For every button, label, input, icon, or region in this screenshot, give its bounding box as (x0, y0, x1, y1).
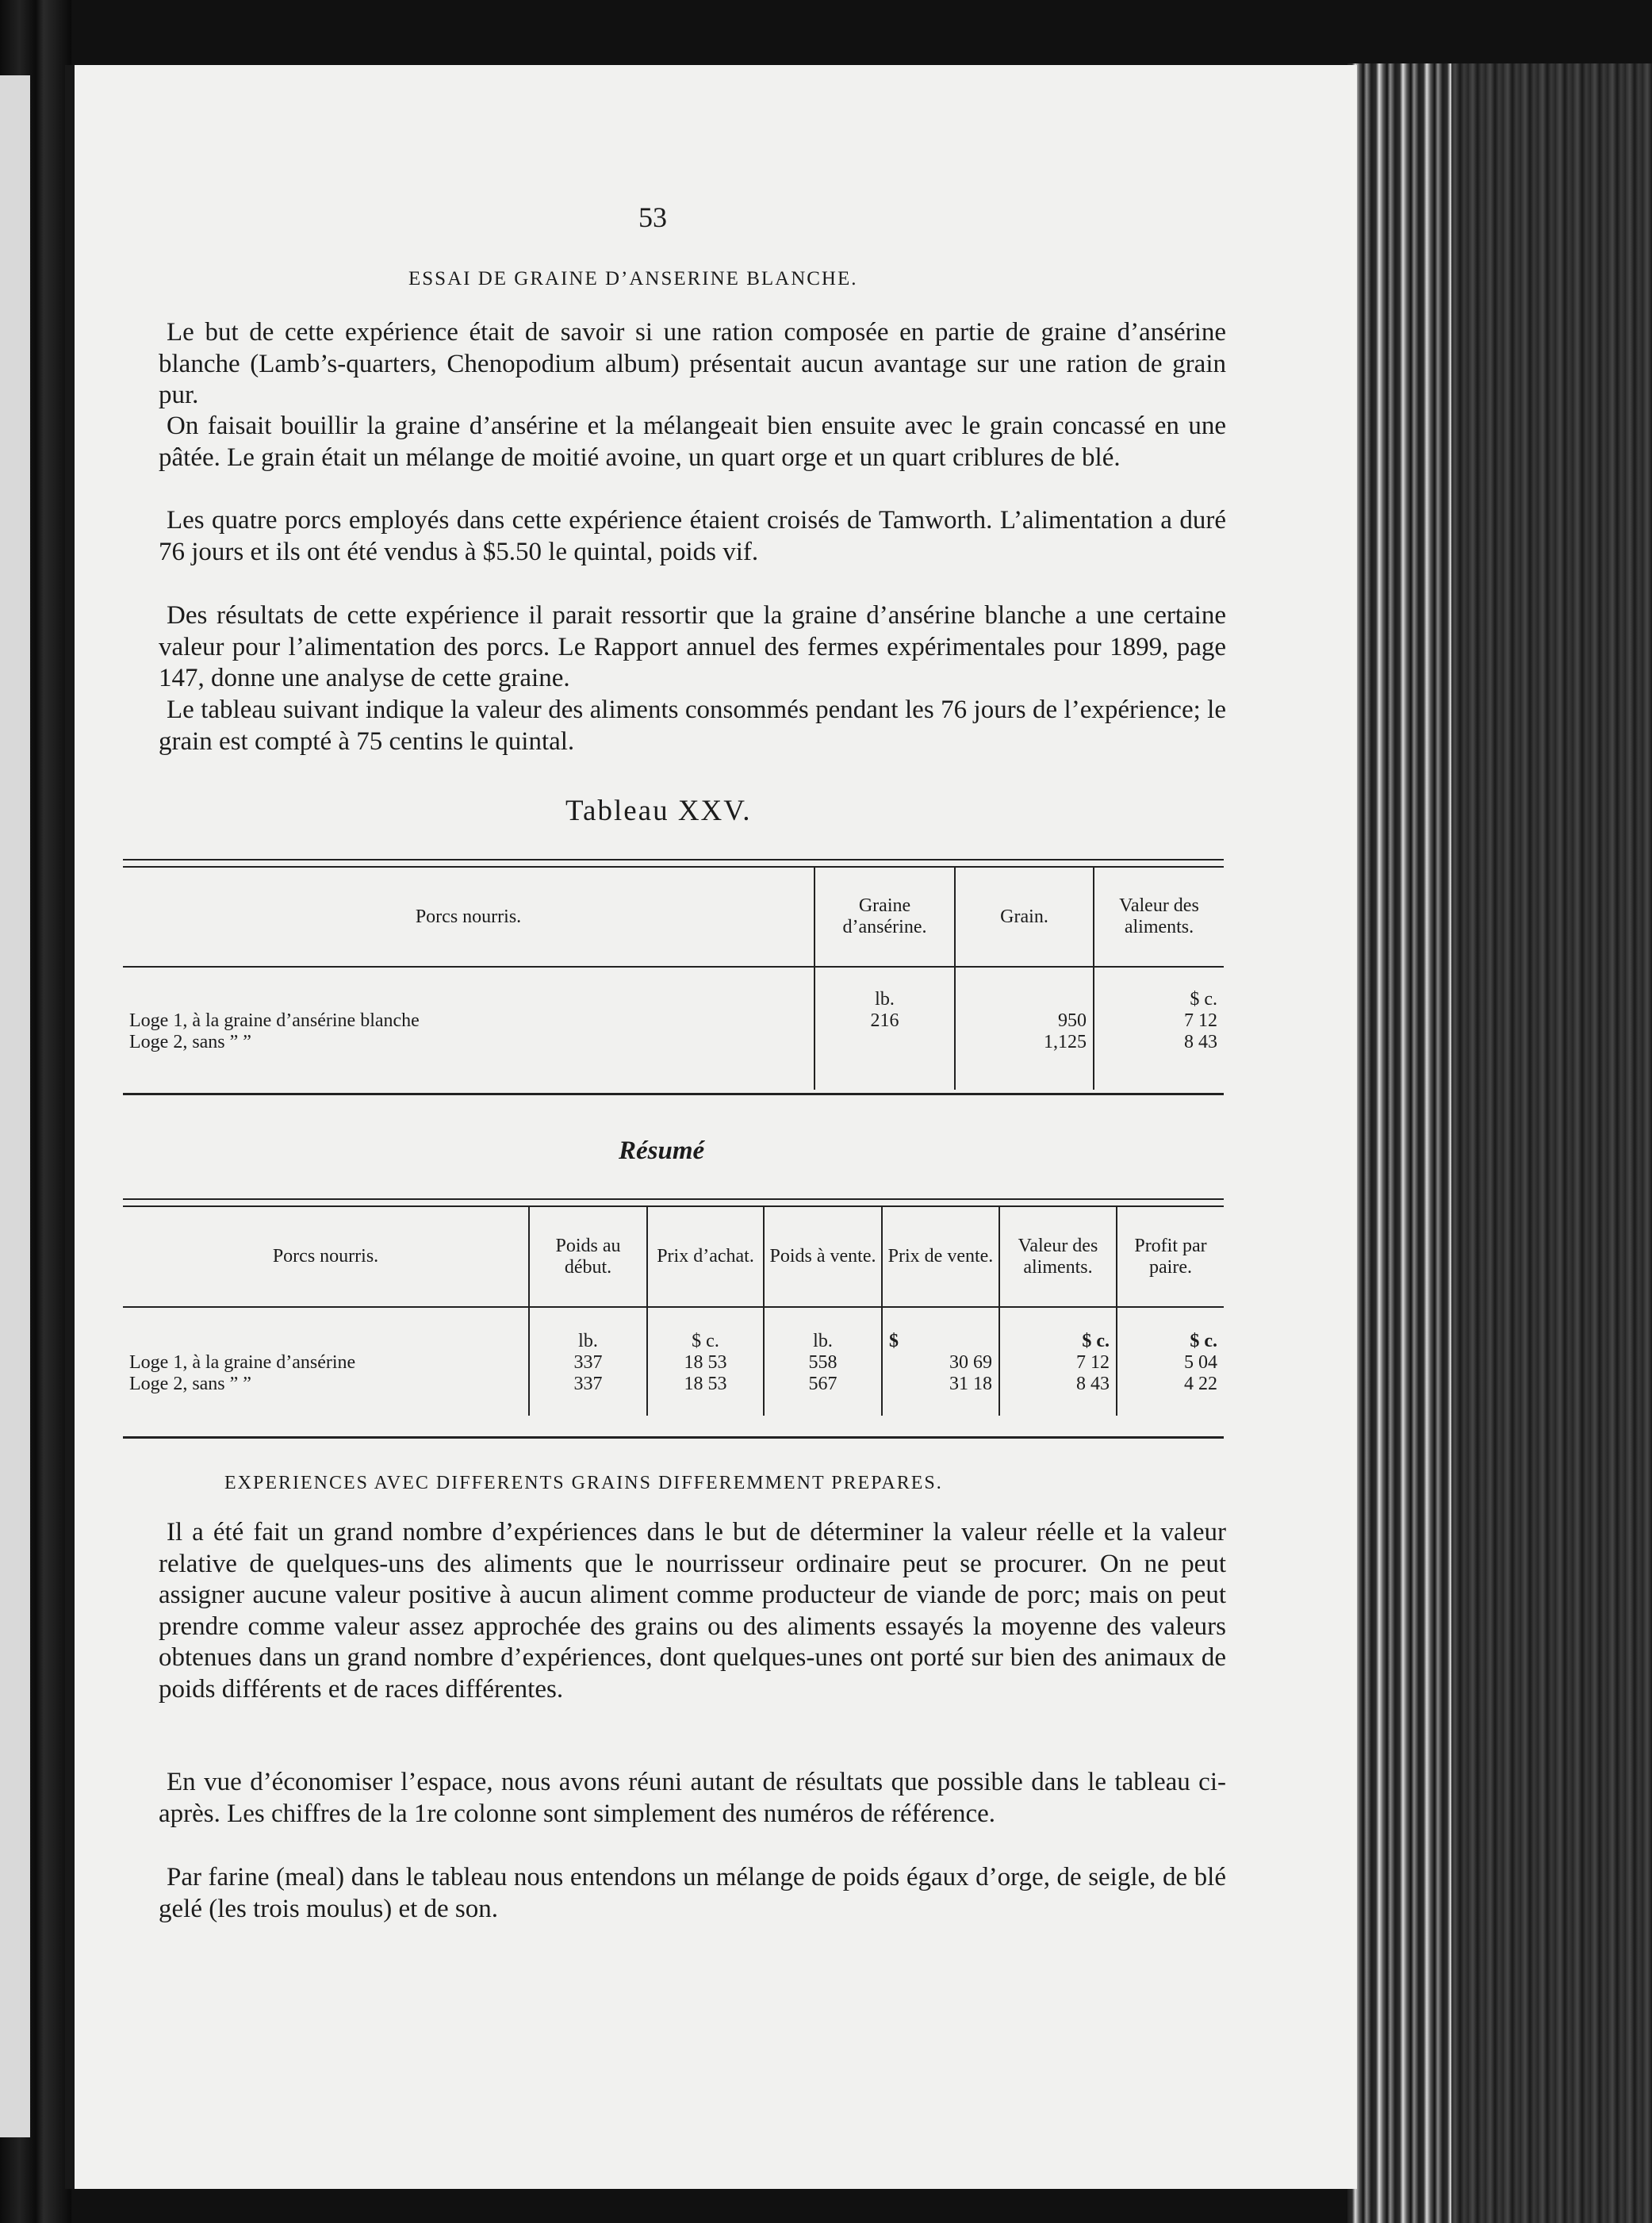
row-label: Loge 1, à la graine d’ansérine (129, 1352, 356, 1373)
col-header: Valeur des aliments. (1094, 868, 1224, 966)
unit-cell: $ c. (647, 1306, 764, 1352)
paragraph-6: Il a été fait un grand nombre d’expériences dans le but de déterminer la valeur réelle et la valeur relative de quelques-uns des aliments que le nourrisseur ordinaire peut se procurer. On ne peut assigner aucune valeur positive à aucun aliment comme producteur de viande de porc; mais on peut prendre comme valeur assez approchée des grains ou des aliments essayés la moyenne des valeurs obtenues dans un grand nombre d’expériences, dont quelques-unes ont porté sur bien des animaux de poids différents et de races différentes. (159, 1518, 1226, 1704)
cell: 31 18 (882, 1374, 999, 1395)
row-label: Loge 2, sans ” ” (129, 1374, 251, 1394)
cell: 950 (955, 1010, 1094, 1032)
cell: 337 (529, 1374, 647, 1395)
cell (815, 1032, 955, 1053)
resume-bottom-rule (123, 1436, 1224, 1439)
facing-page-edge (0, 75, 30, 2137)
table-units-row (123, 966, 1224, 1010)
table-top-rule (123, 859, 1224, 860)
page-number: 53 (638, 201, 667, 233)
cell: 18 53 (647, 1352, 764, 1374)
paragraph-8: Par farine (meal) dans le tableau nous entendons un mélange de poids égaux d’orge, de seigle, de blé gelé (les trois moulus) et de son. (159, 1863, 1226, 1923)
unit-cell: lb. (815, 966, 955, 1010)
section-heading: ESSAI DE GRAINE D’ANSERINE BLANCHE. (408, 268, 858, 289)
col-header: Poids à vente. (764, 1207, 882, 1306)
table-xxv (123, 868, 1224, 1090)
cell: 7 12 (999, 1352, 1117, 1374)
unit-cell: lb. (764, 1306, 882, 1352)
unit-cell: $ c. (1094, 966, 1224, 1010)
unit-cell: lb. (529, 1306, 647, 1352)
paragraph-7: En vue d’économiser l’espace, nous avons réuni autant de résultats que possible dans le tableau ci-après. Les chiffres de la 1re colonne sont simplement des numéros de référence. (159, 1768, 1226, 1828)
cell: 4 22 (1117, 1374, 1224, 1395)
cell: 567 (764, 1374, 882, 1395)
paragraph-4: Des résultats de cette expérience il parait ressortir que la graine d’ansérine blanche a une certaine valeur pour l’alimentation des porcs. Le Rapport annuel des fermes expérimentales pour 1899, page 147, donne une analyse de cette graine. (159, 601, 1226, 693)
cell: 558 (764, 1352, 882, 1374)
col-header: Porcs nourris. (415, 906, 522, 927)
col-header: Grain. (955, 868, 1094, 966)
row-label: Loge 2, sans ” ” (129, 1032, 251, 1052)
cell: 5 04 (1117, 1352, 1224, 1374)
table-row (123, 1352, 1224, 1374)
book-cover-edge (1451, 63, 1652, 2223)
col-header: Prix d’achat. (647, 1207, 764, 1306)
paragraph-5: Le tableau suivant indique la valeur des aliments consommés pendant les 76 jours de l’expérience; le grain est compté à 75 centins le quintal. (159, 696, 1226, 756)
table-title: Tableau XXV. (565, 795, 752, 827)
unit-cell: $ c. (999, 1306, 1117, 1352)
col-header: Porcs nourris. (272, 1246, 379, 1267)
resume-header-row (123, 1207, 1224, 1306)
cell: 216 (815, 1010, 955, 1032)
table-row (123, 1032, 1224, 1053)
paragraph-2: On faisait bouillir la graine d’ansérine et la mélangeait bien ensuite avec le grain concassé en une pâtée. Le grain était un mélange de moitié avoine, un quart orge et un quart criblures de blé. (159, 412, 1226, 472)
cell: 18 53 (647, 1374, 764, 1395)
resume-title: Résumé (619, 1136, 705, 1165)
col-header: Poids au début. (529, 1207, 647, 1306)
unit-cell: $ c. (1117, 1306, 1224, 1352)
table-bottom-rule (123, 1093, 1224, 1095)
resume-units-row (123, 1306, 1224, 1352)
col-header: Prix de vente. (882, 1207, 999, 1306)
paragraph-3: Les quatre porcs employés dans cette expérience étaient croisés de Tamworth. L’alimentation a duré 76 jours et ils ont été vendus à $5.50 le quintal, poids vif. (159, 506, 1226, 566)
row-label: Loge 1, à la graine d’ansérine blanche (129, 1010, 420, 1031)
cell: 337 (529, 1352, 647, 1374)
resume-table (123, 1207, 1224, 1416)
cell: 8 43 (1094, 1032, 1224, 1053)
unit-cell: $ (882, 1306, 999, 1352)
section-heading-2: EXPERIENCES AVEC DIFFERENTS GRAINS DIFFEREMMENT PREPARES. (224, 1473, 943, 1493)
resume-top-rule (123, 1198, 1224, 1200)
col-header: Profit par paire. (1117, 1207, 1224, 1306)
cell: 8 43 (999, 1374, 1117, 1395)
table-header-row (123, 868, 1224, 966)
cell: 1,125 (955, 1032, 1094, 1053)
cell: 30 69 (882, 1352, 999, 1374)
table-row (123, 1010, 1224, 1032)
col-header: Graine d’ansérine. (815, 868, 955, 966)
col-header: Valeur des aliments. (999, 1207, 1117, 1306)
cell: 7 12 (1094, 1010, 1224, 1032)
paragraph-1: Le but de cette expérience était de savoir si une ration composée en partie de graine d’ansérine blanche (Lamb’s-quarters, Chenopodium album) présentait aucun avantage sur une ration de grain pur. (159, 318, 1226, 410)
table-row (123, 1374, 1224, 1395)
